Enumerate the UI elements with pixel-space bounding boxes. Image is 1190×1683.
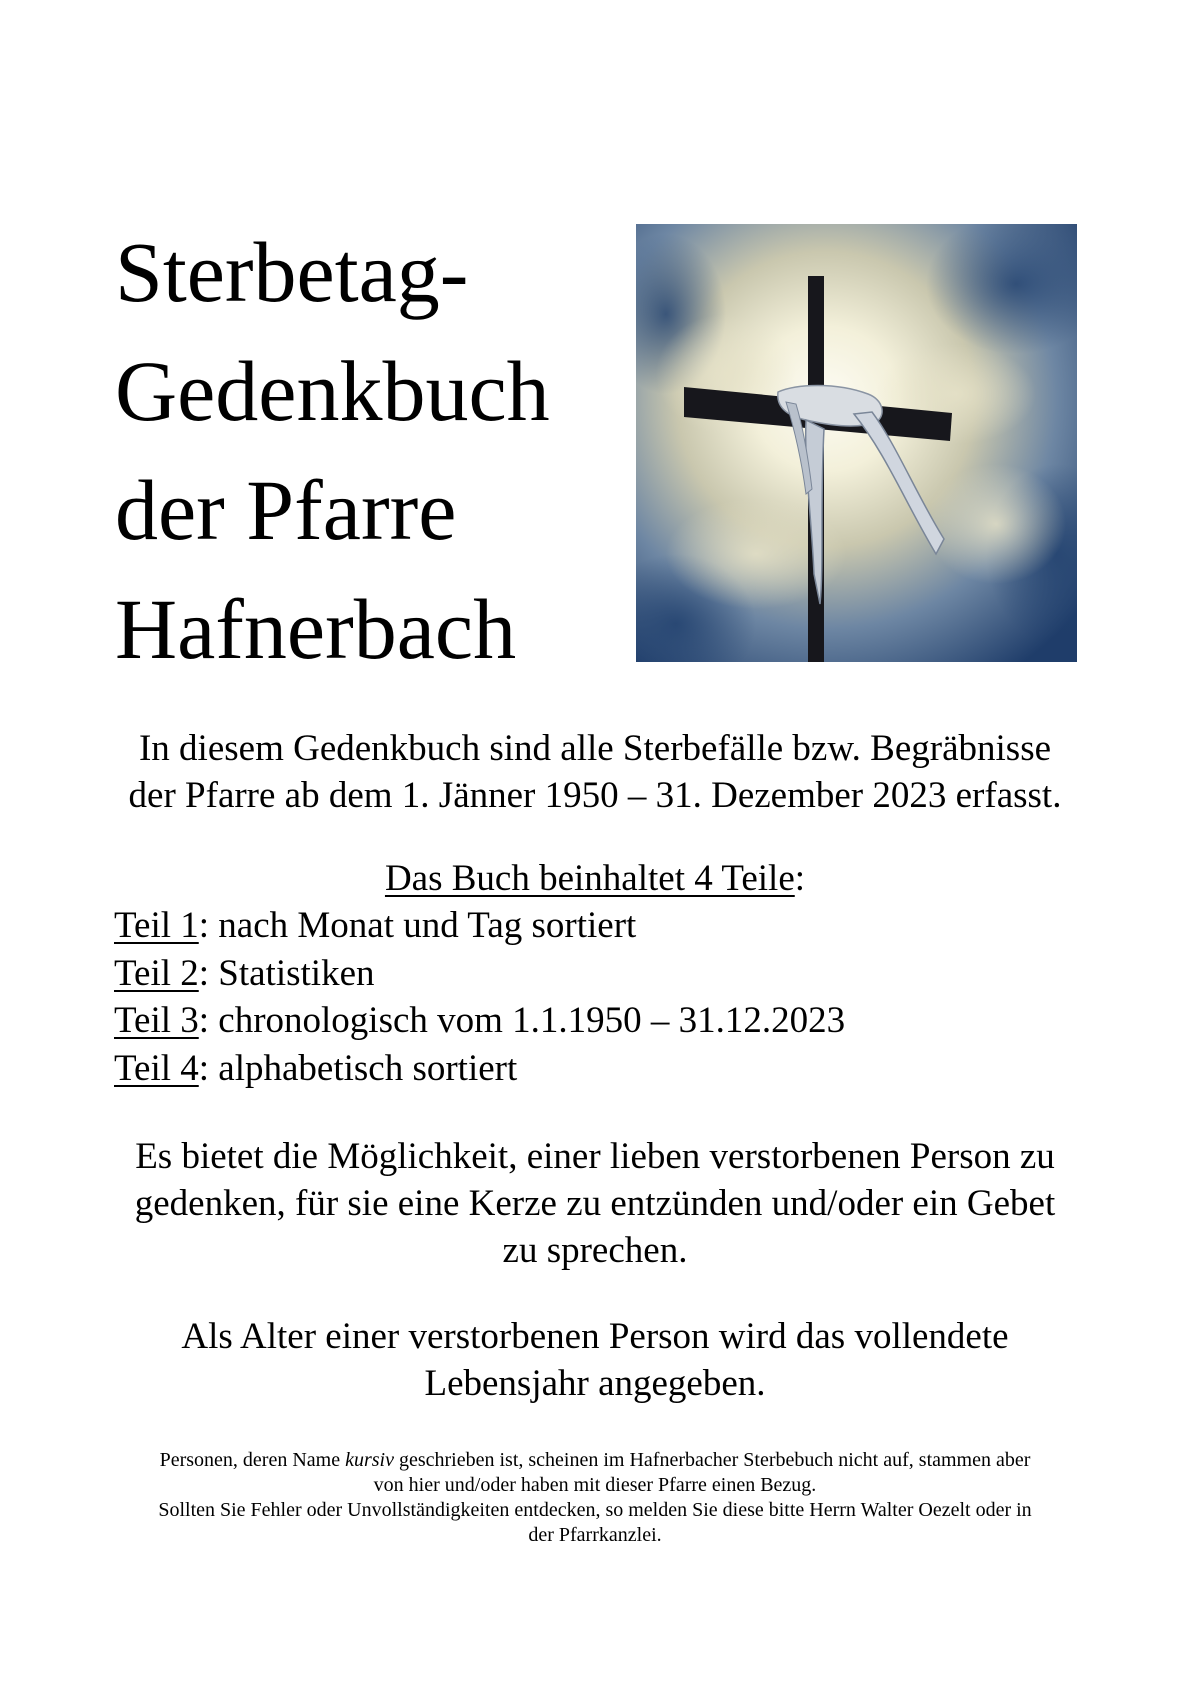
list-item [114, 1045, 845, 1093]
footnote-italic-word: kursiv [345, 1449, 394, 1471]
intro-line: In diesem Gedenkbuch sind alle Sterbefälle bzw. Begräbnisse [138, 728, 1052, 769]
parts-heading [60, 855, 1130, 902]
footnote-text: der Pfarrkanzlei. [528, 1524, 662, 1546]
part-text: : nach Monat und Tag sortiert [198, 905, 637, 946]
part-label: Teil 4 [114, 1047, 199, 1089]
paragraph-line: gedenken, für sie eine Kerze zu entzünden und/oder ein Gebet [134, 1183, 1056, 1224]
footnote [85, 1448, 1105, 1548]
part-text: : Statistiken [198, 952, 375, 994]
parts-heading-label: Das Buch beinhaltet 4 Teile [384, 858, 795, 899]
parts-heading-suffix: : [794, 858, 806, 899]
document-title [115, 213, 635, 689]
paragraph-line: Es bietet die Möglichkeit, einer lieben verstorbenen Person zu [135, 1136, 1055, 1177]
footnote-text: geschrieben ist, scheinen im Hafnerbacher Sterbebuch nicht auf, stammen aber [393, 1449, 1031, 1471]
age-note-paragraph [60, 1313, 1130, 1407]
list-item [114, 997, 845, 1045]
intro-line: der Pfarre ab dem 1. Jänner 1950 – 31. Dezember 2023 erfasst. [128, 775, 1062, 816]
list-item [114, 950, 845, 998]
paragraph-line: zu sprechen. [502, 1230, 688, 1271]
intro-paragraph [60, 725, 1130, 819]
part-text: : alphabetisch sortiert [198, 1047, 518, 1089]
part-label: Teil 1 [114, 905, 199, 946]
footnote-text: Personen, deren Name [159, 1449, 346, 1471]
title-line: Hafnerbach [115, 581, 517, 677]
part-text: : chronologisch vom 1.1.1950 – 31.12.2023 [198, 1000, 846, 1041]
footnote-text: Sollten Sie Fehler oder Unvollständigkeiten entdecken, so melden Sie diese bitte Herrn Walter Oezelt oder in [158, 1499, 1032, 1521]
paragraph-line: Lebensjahr angegeben. [424, 1363, 766, 1404]
list-item [114, 902, 845, 950]
footnote-line [85, 1448, 1105, 1498]
title-line: der Pfarre [115, 462, 457, 558]
title-line: Gedenkbuch [115, 343, 550, 439]
footnote-text: von hier und/oder haben mit dieser Pfarre einen Bezug. [373, 1474, 817, 1496]
commemoration-paragraph [60, 1133, 1130, 1274]
part-label: Teil 2 [114, 952, 199, 994]
part-label: Teil 3 [114, 1000, 199, 1041]
cross-with-cloth-icon [636, 224, 1077, 662]
footnote-line [85, 1498, 1105, 1548]
title-line: Sterbetag- [115, 224, 469, 320]
paragraph-line: Als Alter einer verstorbenen Person wird das vollendete [181, 1316, 1009, 1357]
parts-list [114, 902, 845, 1092]
